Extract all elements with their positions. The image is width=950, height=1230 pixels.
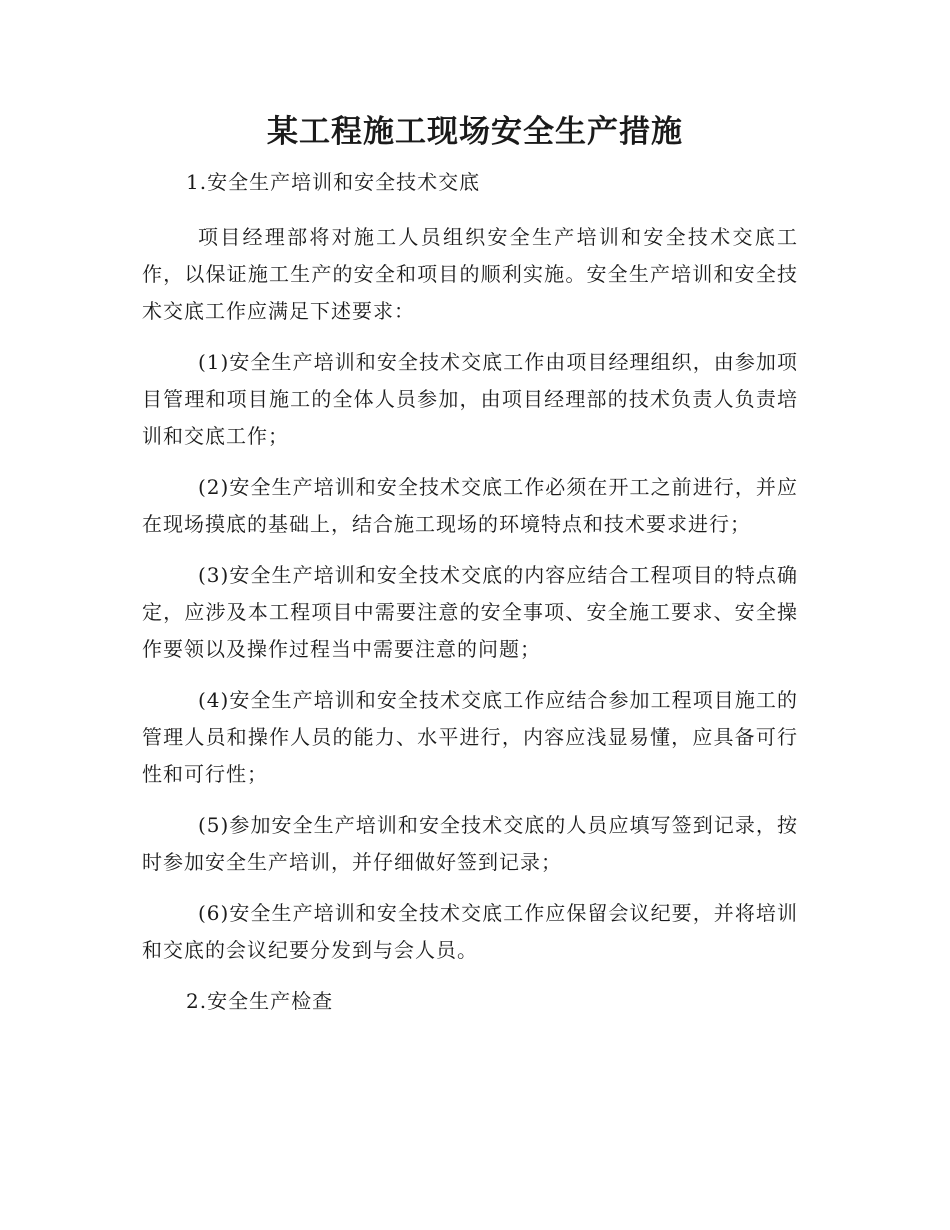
- section-heading-1: 1.安全生产培训和安全技术交底: [186, 170, 481, 194]
- list-item: (6)安全生产培训和安全技术交底工作应保留会议纪要，并将培训和交底的会议纪要分发到与会人员。: [142, 901, 798, 962]
- list-item: (2)安全生产培训和安全技术交底工作必须在开工之前进行，并应在现场摸底的基础上，结合施工现场的环境特点和技术要求进行；: [142, 475, 798, 536]
- list-item: (5)参加安全生产培训和安全技术交底的人员应填写签到记录，按时参加安全生产培训，并仔细做好签到记录；: [142, 813, 798, 874]
- list-item: (3)安全生产培训和安全技术交底的内容应结合工程项目的特点确定，应涉及本工程项目中需要注意的安全事项、安全施工要求、安全操作要领以及操作过程当中需要注意的问题；: [142, 563, 798, 661]
- page-title: 某工程施工现场安全生产措施: [267, 114, 683, 150]
- section-heading-2: 2.安全生产检查: [186, 989, 334, 1013]
- document-body: [142, 164, 798, 1019]
- list-item: (4)安全生产培训和安全技术交底工作应结合参加工程项目施工的管理人员和操作人员的能力、水平进行，内容应浅显易懂，应具备可行性和可行性；: [142, 688, 798, 786]
- section-1-intro-paragraph: 项目经理部将对施工人员组织安全生产培训和安全技术交底工作，以保证施工生产的安全和项目的顺利实施。安全生产培训和安全技术交底工作应满足下述要求：: [142, 225, 798, 323]
- list-item: (1)安全生产培训和安全技术交底工作由项目经理组织，由参加项目管理和项目施工的全体人员参加，由项目经理部的技术负责人负责培训和交底工作；: [142, 350, 798, 448]
